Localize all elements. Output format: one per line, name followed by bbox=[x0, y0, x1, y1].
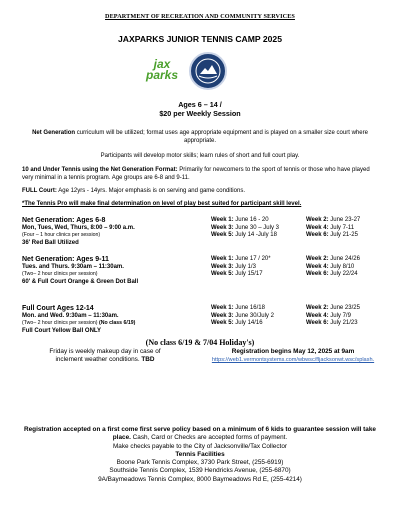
jaxparks-logo-text-2: parks bbox=[145, 68, 179, 82]
week-dates: June 30 – July 3 bbox=[233, 224, 279, 231]
program-name: Full Court Ages 12-14 bbox=[22, 305, 94, 312]
week-label: Week 1: bbox=[211, 217, 234, 223]
week-dates: July 21-25 bbox=[328, 232, 358, 239]
week-label: Week 3: bbox=[211, 312, 234, 319]
week-label: Week 3: bbox=[211, 224, 234, 231]
ten-under-paragraph bbox=[22, 166, 378, 182]
week-label: Week 4: bbox=[306, 224, 329, 231]
full-court-text: Age 12yrs - 14yrs. Major emphasis is on serving and game conditions. bbox=[56, 188, 245, 194]
pro-note bbox=[22, 200, 378, 208]
facility-item: 9A/Baymeadows Tennis Complex, 8000 Baymeadows Rd E, (255-4214) bbox=[98, 475, 302, 483]
camp-title: JAXPARKS JUNIOR TENNIS CAMP 2025 bbox=[118, 34, 282, 44]
week-dates: June 30/July 2 bbox=[233, 312, 274, 319]
full-court-bold: FULL Court: bbox=[22, 188, 57, 194]
policy-bold: Registration accepted on a first come first serve policy based on a minimum of 6 kids to guarantee session will take place. bbox=[24, 426, 376, 442]
registration-begins: Registration begins May 12, 2025 at 9am bbox=[231, 348, 355, 355]
program-ball: 36' Red Ball Utilized bbox=[22, 239, 79, 246]
city-seal-icon bbox=[189, 52, 227, 90]
makeup-tbd: TBD bbox=[141, 356, 155, 363]
holiday-note: (No class 6/19 & 7/04 Holiday's) bbox=[145, 338, 255, 347]
registration-info bbox=[208, 348, 378, 364]
week-label: Week 1: bbox=[211, 256, 234, 262]
program-note: (Two– 2 hour clinics per session) bbox=[22, 320, 98, 327]
week-label: Week 4: bbox=[306, 312, 329, 319]
week-label: Week 2: bbox=[306, 305, 329, 311]
program-ages-9-11 bbox=[22, 256, 382, 286]
program-days: Mon, Tues, Wed, Thurs, 8:00 – 9:00 a.m. bbox=[22, 224, 135, 231]
pro-note-text: *The Tennis Pro will make final determination on level of play best suited for participant skill level. bbox=[22, 201, 302, 207]
makeup-note bbox=[30, 348, 180, 364]
week-label: Week 2: bbox=[306, 217, 329, 223]
netgen-text: curriculum will be utilized; format uses age appropriate equipment and is played on a smaller size court where appropriate. bbox=[75, 130, 368, 144]
ten-under-text: Primarily for newcomers to the sport of tennis or those who have played very minimal in a tennis program. Age groups are 6-8 and 9-11. bbox=[22, 167, 370, 181]
facility-item: Southside Tennis Complex, 1539 Hendricks Avenue, (255-6870) bbox=[109, 467, 291, 475]
ages-line: Ages 6 – 14 / bbox=[178, 100, 222, 109]
week-label: Week 6: bbox=[306, 232, 329, 239]
program-ball: Full Court Yellow Ball ONLY bbox=[22, 327, 102, 334]
logo-row bbox=[0, 50, 400, 98]
price-line: $20 per Weekly Session bbox=[159, 109, 241, 118]
program-ball: 60' & Full Court Orange & Green Dot Ball bbox=[22, 278, 139, 285]
payment-text: Cash, Card or Checks are accepted forms of payment. bbox=[130, 434, 288, 442]
program-note: (Two– 2 hour clinics per session) bbox=[22, 271, 98, 278]
full-court-paragraph bbox=[22, 187, 378, 195]
netgen-paragraph bbox=[22, 129, 378, 145]
week-label: Week 4: bbox=[306, 263, 329, 270]
jaxparks-logo-text-1: jax bbox=[153, 57, 171, 71]
week-label: Week 5: bbox=[211, 271, 234, 278]
week-label: Week 5: bbox=[211, 232, 234, 239]
program-name: Net Generation: Ages 9-11 bbox=[22, 256, 109, 263]
program-ages-12-14 bbox=[22, 305, 382, 335]
makeup-line-1: Friday is weekly makeup day in case of bbox=[49, 348, 161, 355]
skills-paragraph: Participants will develop motor skills; learn rules of short and full court play. bbox=[100, 153, 300, 159]
checks-payable: Make checks payable to the City of Jacksonville/Tax Collector bbox=[112, 442, 288, 450]
week-label: Week 6: bbox=[306, 320, 329, 327]
program-name: Net Generation: Ages 6-8 bbox=[22, 217, 106, 224]
facilities-title: Tennis Facilities bbox=[175, 450, 225, 458]
week-dates: July 15/17 bbox=[233, 271, 263, 278]
week-dates: July 14 -July 18 bbox=[233, 232, 277, 239]
department-heading: DEPARTMENT OF RECREATION AND COMMUNITY SERVICES bbox=[105, 13, 295, 20]
registration-link[interactable]: https://web1.vermontsystems.com/wbwsc/fljacksonwt.wsc/splash. bbox=[211, 357, 375, 363]
netgen-bold: Net Generation bbox=[32, 130, 76, 136]
week-dates: July 1/3 bbox=[233, 263, 256, 270]
week-label: Week 3: bbox=[211, 263, 234, 270]
footer-info bbox=[18, 426, 382, 484]
makeup-line-2: inclement weather conditions. bbox=[55, 356, 142, 363]
week-dates: July 22/24 bbox=[328, 271, 358, 278]
week-dates: July 21/23 bbox=[328, 320, 358, 327]
facility-item: Boone Park Tennis Complex, 3730 Park Street, (255-6919) bbox=[116, 459, 284, 467]
week-dates: July 8/10 bbox=[328, 263, 355, 270]
ages-price bbox=[0, 100, 400, 118]
week-dates: June 16 - 20 bbox=[233, 217, 269, 223]
week-label: Week 1: bbox=[211, 305, 234, 311]
week-dates: June 23/25 bbox=[328, 305, 360, 311]
week-label: Week 6: bbox=[306, 271, 329, 278]
program-ages-6-8 bbox=[22, 217, 382, 247]
week-dates: July 7-11 bbox=[328, 224, 355, 231]
jaxparks-logo bbox=[143, 57, 181, 85]
week-dates: July 7/9 bbox=[328, 312, 351, 319]
program-note: (Four – 1 hour clinics per session) bbox=[22, 232, 101, 239]
week-dates: June 24/26 bbox=[328, 256, 360, 262]
week-dates: June 23-27 bbox=[328, 217, 361, 223]
week-dates: June 17 / 20* bbox=[233, 256, 271, 262]
program-days: Mon. and Wed. 9:30am – 11:30am. bbox=[22, 312, 119, 319]
week-label: Week 5: bbox=[211, 320, 234, 327]
week-dates: June 16/18 bbox=[233, 305, 265, 311]
week-dates: July 14/16 bbox=[233, 320, 263, 327]
program-note-bold: (No class 6/19) bbox=[97, 320, 136, 327]
program-days: Tues. and Thurs. 9:30am – 11:30am. bbox=[22, 263, 124, 270]
week-label: Week 2: bbox=[306, 256, 329, 262]
ten-under-bold: 10 and Under Tennis using the Net Generation Format: bbox=[22, 167, 178, 173]
